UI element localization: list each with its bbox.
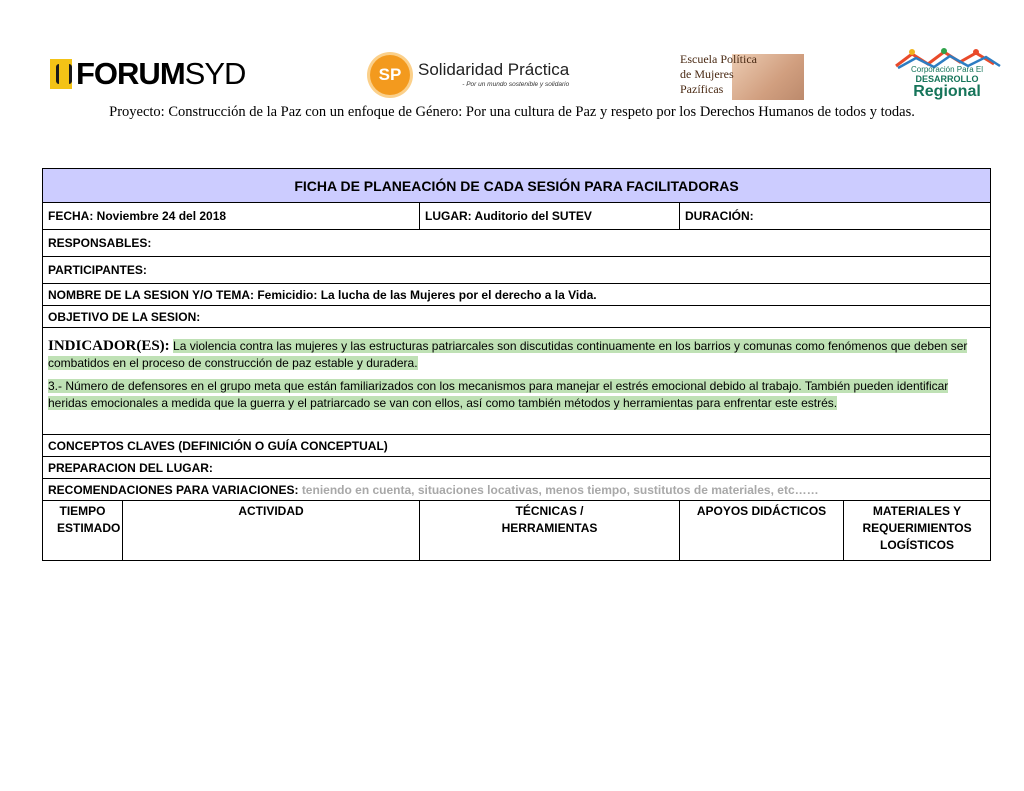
form-title: FICHA DE PLANEACIÓN DE CADA SESIÓN PARA FACILITADORAS xyxy=(43,169,991,203)
preparacion-row xyxy=(43,457,991,479)
conceptos-row xyxy=(43,435,991,457)
lugar-field[interactable]: LUGAR: Auditorio del SUTEV xyxy=(420,203,680,230)
participantes-row xyxy=(43,257,991,284)
col-actividad: ACTIVIDAD xyxy=(123,501,420,561)
planning-form-table xyxy=(42,168,991,561)
form-title-row xyxy=(43,169,991,203)
fecha-lugar-duracion-row xyxy=(43,203,991,230)
recomendaciones-field[interactable] xyxy=(43,479,991,501)
recomendaciones-hint: teniendo en cuenta, situaciones locativas, menos tiempo, sustitutos de materiales, etc…… xyxy=(301,482,819,497)
col-tecnicas-herramientas: TÉCNICAS / HERRAMIENTAS xyxy=(420,501,680,561)
corporacion-line3: Regional xyxy=(913,83,981,100)
objetivo-row xyxy=(43,306,991,328)
recomendaciones-label: RECOMENDACIONES PARA VARIACIONES: xyxy=(48,482,299,497)
escuela-name: Escuela Política de Mujeres Pazíficas xyxy=(680,52,757,96)
responsables-field[interactable]: RESPONSABLES: xyxy=(43,230,991,257)
indicador-label: INDICADOR(ES): xyxy=(48,338,170,354)
participantes-field[interactable]: PARTICIPANTES: xyxy=(43,257,991,284)
indicador-row xyxy=(43,328,991,435)
activity-header-row xyxy=(43,501,991,561)
col-apoyos-didacticos: APOYOS DIDÁCTICOS xyxy=(680,501,844,561)
col-tiempo-estimado: TIEMPO ESTIMADO xyxy=(43,501,123,561)
solidaridad-tagline: - Por un mundo sostenible y solidario xyxy=(462,81,570,88)
indicador-text-2: 3.- Número de defensores en el grupo meta que están familiarizados con los mecanismos para manejar el estrés emocional debido al trabajo. También pueden identificar heridas emocionales a medida que la guerra y el patriarcado se van con ellos, así como también métodos y herramientas para enfrentar este estrés. xyxy=(48,379,949,410)
escuela-politica-logo xyxy=(680,52,804,100)
objetivo-field[interactable]: OBJETIVO DE LA SESION: xyxy=(43,306,991,328)
duracion-field[interactable]: DURACIÓN: xyxy=(680,203,991,230)
wheat-icon xyxy=(50,59,72,89)
solidaridad-practica-logo xyxy=(370,55,569,95)
nombre-sesion-row xyxy=(43,284,991,306)
forumsyd-logo-text-bold: FORUM xyxy=(76,56,185,91)
fecha-field[interactable]: FECHA: Noviembre 24 del 2018 xyxy=(43,203,420,230)
corporacion-line2: DESARROLLO xyxy=(915,74,979,84)
indicador-text-1: La violencia contra las mujeres y las estructuras patriarcales son discutidas continuamente en los barrios y comunas como fenómenos que deben ser combatidos en el proceso de construcción de paz estable y duradera. xyxy=(48,339,968,370)
indicador-field[interactable] xyxy=(43,328,991,435)
conceptos-field[interactable]: CONCEPTOS CLAVES (DEFINICIÓN O GUÍA CONCEPTUAL) xyxy=(43,435,991,457)
forumsyd-logo xyxy=(50,58,245,90)
logo-bar xyxy=(0,0,1024,110)
col-materiales-requerimientos: MATERIALES Y REQUERIMIENTOS LOGÍSTICOS xyxy=(844,501,991,561)
preparacion-field[interactable]: PREPARACION DEL LUGAR: xyxy=(43,457,991,479)
solidaridad-name: Solidaridad Práctica xyxy=(418,60,570,79)
responsables-row xyxy=(43,230,991,257)
corporacion-desarrollo-regional-logo xyxy=(890,48,1004,100)
recomendaciones-row xyxy=(43,479,991,501)
nombre-sesion-field[interactable]: NOMBRE DE LA SESION Y/O TEMA: Femicidio: La lucha de las Mujeres por el derecho a la Vida. xyxy=(43,284,991,306)
sun-badge-icon: SP xyxy=(370,55,410,95)
project-title: Proyecto: Construcción de la Paz con un enfoque de Género: Por una cultura de Paz y respeto por los Derechos Humanos de todos y todas. xyxy=(109,104,915,120)
corporacion-line1: Corporación Para El xyxy=(910,65,984,74)
forumsyd-logo-text-light: SYD xyxy=(184,56,246,91)
